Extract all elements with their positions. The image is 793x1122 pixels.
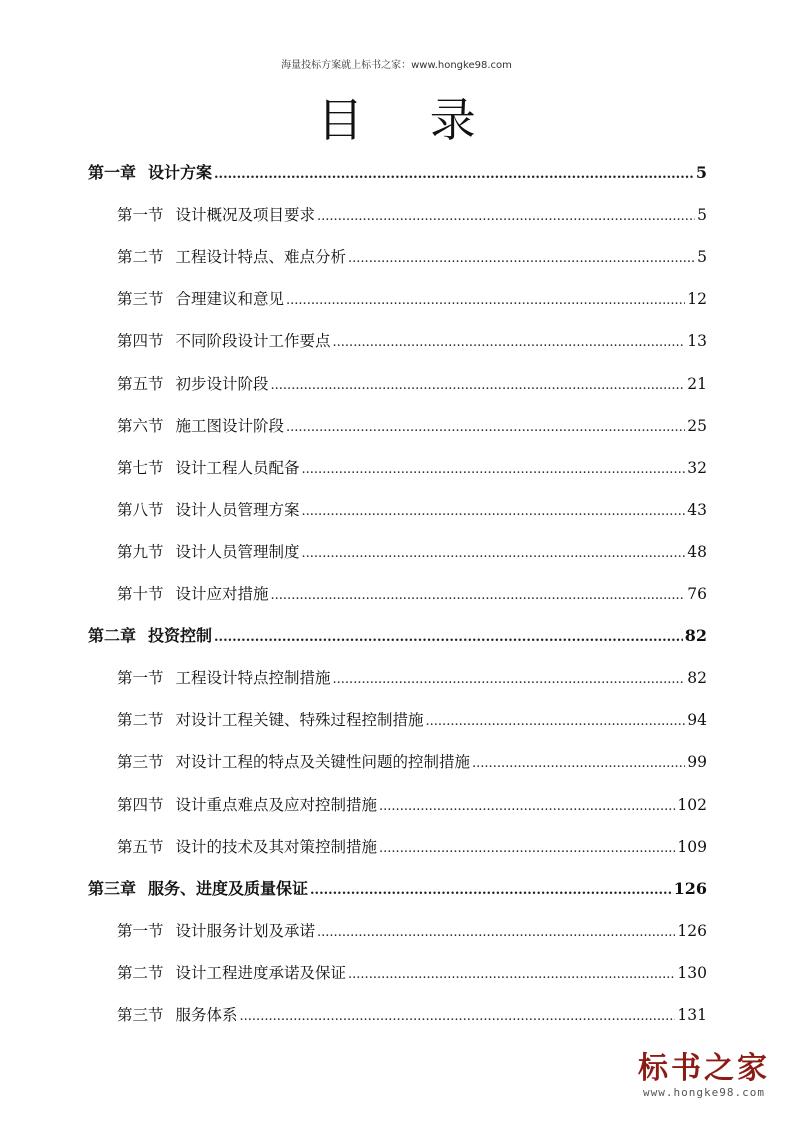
toc-dot-leader [286,287,685,315]
toc-entry-number: 第四节 [117,332,164,351]
toc-dot-leader [240,1003,676,1031]
toc-page-number: 21 [687,374,707,393]
logo-url: www.hongke98.com [643,1086,765,1099]
toc-entry-title: 工程设计特点控制措施 [175,669,331,688]
header-note: 海量投标方案就上标书之家：www.hongke98.com [281,60,512,71]
toc-entry-number: 第一节 [117,669,164,688]
toc-dot-leader [472,750,685,778]
toc-section-entry[interactable] [117,833,707,861]
toc-dot-leader [310,877,672,905]
toc-entry-label [117,370,269,398]
toc-entry-number: 第一章 [88,163,137,182]
toc-section-entry[interactable] [117,917,707,945]
toc-entry-number: 第十节 [117,585,164,603]
toc-entry-number: 第四节 [117,795,164,814]
toc-section-entry[interactable] [117,327,707,355]
toc-page-number: 25 [687,416,707,435]
toc-entry-title: 对设计工程关键、特殊过程控制措施 [175,711,424,730]
toc-entry-title: 设计方案 [148,163,213,182]
toc-page-number: 131 [677,1006,707,1024]
toc-entry-title: 设计重点难点及应对控制措施 [175,795,378,814]
toc-entry-number: 第二节 [117,711,164,730]
toc-section-entry[interactable] [117,791,707,819]
toc-section-entry[interactable] [117,748,707,776]
toc-page-number: 5 [697,248,707,267]
toc-entry-label [117,580,269,608]
toc-page-number: 12 [687,290,707,309]
toc-entry-title: 设计人员管理制度 [175,542,300,561]
toc-section-entry[interactable] [117,706,707,734]
toc-entry-number: 第二节 [117,963,164,982]
toc-entry-number: 第五节 [117,837,164,856]
toc-entry-title: 初步设计阶段 [175,374,269,393]
toc-chapter-entry[interactable] [88,159,707,187]
toc-section-entry[interactable] [117,664,707,692]
toc-entry-title: 设计人员管理方案 [175,500,300,519]
toc-entry-label [117,285,284,313]
toc-entry-label [117,412,284,440]
toc-page-number: 126 [677,921,707,940]
toc-entry-number: 第二章 [88,626,137,646]
toc-section-entry[interactable] [117,496,707,524]
toc-dot-leader [271,372,686,400]
toc-entry-label [117,917,315,945]
toc-entry-number: 第九节 [117,542,164,561]
toc-section-entry[interactable] [117,243,707,271]
logo-mark: 标书之家 [638,1051,770,1086]
toc-page-number: 76 [687,585,707,603]
toc-entry-number: 第六节 [117,416,164,435]
toc-dot-leader [379,793,675,821]
toc-page-number: 82 [687,669,707,688]
toc-entry-title: 对设计工程的特点及关键性问题的控制措施 [175,753,471,772]
toc-dot-leader [317,919,675,947]
toc-page-number: 43 [687,500,707,519]
toc-entry-number: 第一节 [117,921,164,940]
toc-page-number: 109 [677,837,707,856]
toc-page-number: 48 [687,542,707,561]
toc-dot-leader [333,329,686,357]
toc-entry-number: 第三节 [117,753,164,772]
toc-entry-label [117,243,346,271]
toc-dot-leader [333,666,686,694]
toc-entry-title: 投资控制 [148,626,213,646]
toc-dot-leader [348,961,675,989]
toc-entry-title: 设计概况及项目要求 [175,206,316,225]
toc-entry-label [117,201,315,229]
toc-section-entry[interactable] [117,285,707,313]
toc-page-number: 32 [687,458,707,477]
toc-dot-leader [348,245,695,273]
toc-section-entry[interactable] [117,1001,707,1029]
toc-entry-number: 第一节 [117,206,164,225]
toc-dot-leader [379,835,675,863]
toc-section-entry[interactable] [117,538,707,566]
toc-entry-title: 合理建议和意见 [175,290,285,309]
toc-entry-label [88,622,212,650]
toc-entry-label [117,664,331,692]
toc-entry-number: 第三节 [117,290,164,309]
toc-page-number: 5 [697,206,707,225]
toc-entry-title: 不同阶段设计工作要点 [175,332,331,351]
toc-entry-label [88,875,308,903]
toc-entry-label [117,833,377,861]
toc-section-entry[interactable] [117,201,707,229]
toc-page-number: 82 [684,626,707,646]
toc-chapter-entry[interactable] [88,622,707,650]
watermark-logo [629,1052,779,1110]
toc-entry-number: 第八节 [117,500,164,519]
toc-section-entry[interactable] [117,580,707,608]
toc-entry-title: 设计服务计划及承诺 [175,921,316,940]
toc-entry-number: 第三章 [88,878,137,898]
toc-entry-label [117,496,300,524]
toc-page-number: 5 [695,163,707,182]
toc-chapter-entry[interactable] [88,875,707,903]
toc-entry-title: 设计工程人员配备 [175,458,300,477]
page-title: 目 录 [317,93,502,147]
toc-entry-label [117,706,424,734]
toc-entry-title: 服务体系 [175,1006,238,1024]
toc-page-number: 126 [673,878,707,898]
toc-entry-number: 第七节 [117,458,164,477]
toc-dot-leader [214,161,694,189]
toc-section-entry[interactable] [117,959,707,987]
toc-section-entry[interactable] [117,454,707,482]
toc-entry-label [117,791,377,819]
toc-entry-number: 第三节 [117,1006,164,1024]
toc-dot-leader [317,203,695,231]
toc-entry-label [117,959,346,987]
toc-entry-number: 第二节 [117,248,164,267]
toc-dot-leader [302,540,686,568]
toc-entry-title: 工程设计特点、难点分析 [175,248,347,267]
toc-dot-leader [214,624,683,652]
toc-entry-title: 设计的技术及其对策控制措施 [175,837,378,856]
toc-entry-title: 施工图设计阶段 [175,416,285,435]
toc-entry-title: 设计应对措施 [175,585,269,603]
toc-entry-label [117,454,300,482]
toc-page-number: 99 [687,753,707,772]
toc-dot-leader [302,456,686,484]
toc-page-number: 94 [687,711,707,730]
toc-section-entry[interactable] [117,370,707,398]
toc-entry-title: 服务、进度及质量保证 [148,878,309,898]
toc-entry-label [117,538,300,566]
toc-page-number: 13 [687,332,707,351]
toc-entry-label [117,327,331,355]
toc-dot-leader [302,498,686,526]
toc-dot-leader [286,414,685,442]
toc-entry-number: 第五节 [117,374,164,393]
toc-entry-label [117,1001,238,1029]
toc-dot-leader [271,582,686,610]
toc-page-number: 102 [677,795,707,814]
toc-section-entry[interactable] [117,412,707,440]
toc-entry-title: 设计工程进度承诺及保证 [175,963,347,982]
toc-entry-label [117,748,470,776]
toc-entry-label [88,159,212,187]
toc-dot-leader [426,708,686,736]
toc-page-number: 130 [677,963,707,982]
